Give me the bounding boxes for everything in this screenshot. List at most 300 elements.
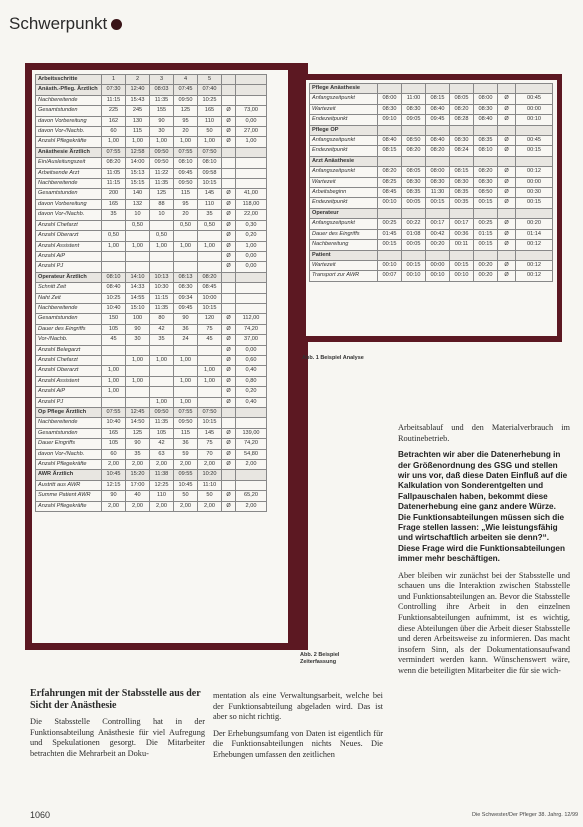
table-cell: 1,00 — [126, 376, 150, 386]
table-cell: Ø — [222, 116, 236, 126]
table-cell: 1,00 — [174, 137, 198, 147]
table-cell: 0,20 — [236, 387, 267, 397]
table-cell: 00:45 — [516, 136, 553, 146]
table-cell: 00:25 — [378, 219, 402, 229]
table-cell: 54,80 — [236, 449, 267, 459]
table-cell — [102, 262, 126, 272]
article-paragraph: Der Erhebungsumfang von Daten ist eigentlich für die Funktionsabteilungen nichts Neues. Die Erhebungen umfassen den zeitlichen — [213, 728, 383, 759]
table-cell: 2,00 — [150, 460, 174, 470]
table-cell: 09:50 — [150, 158, 174, 168]
table-cell: Ø — [498, 240, 516, 250]
table-cell — [378, 250, 402, 260]
table-cell: 00:17 — [450, 219, 474, 229]
table-cell: 0,40 — [236, 397, 267, 407]
table-cell — [236, 303, 267, 313]
table-cell: 10:15 — [198, 179, 222, 189]
table-row — [36, 449, 267, 459]
table-cell: 08:00 — [474, 94, 498, 104]
table-cell — [222, 95, 236, 105]
table-cell — [378, 208, 402, 218]
table-cell: 150 — [102, 314, 126, 324]
table-cell: 45 — [102, 335, 126, 345]
table-cell: 10 — [126, 210, 150, 220]
table-cell: 14:55 — [126, 293, 150, 303]
table-cell: 24 — [174, 335, 198, 345]
table-cell: 00:12 — [516, 271, 553, 281]
row-label: Anzahl AiP — [36, 251, 102, 261]
table-cell — [198, 345, 222, 355]
table-cell: Ø — [222, 199, 236, 209]
table-cell: 45 — [198, 335, 222, 345]
table-cell: 200 — [102, 189, 126, 199]
table-cell: 00:10 — [450, 271, 474, 281]
table-cell: 08:00 — [378, 94, 402, 104]
section-header — [9, 14, 122, 34]
table-cell: 1,00 — [126, 137, 150, 147]
table-row — [36, 272, 267, 282]
table-cell: Ø — [498, 188, 516, 198]
table-cell: 10:45 — [102, 470, 126, 480]
table-cell: 112,00 — [236, 314, 267, 324]
table-cell: 165 — [102, 428, 126, 438]
table-row — [310, 271, 553, 281]
table-cell: 12:25 — [150, 480, 174, 490]
table-cell — [450, 156, 474, 166]
table-cell: 07:30 — [102, 85, 126, 95]
table-cell: 115 — [174, 428, 198, 438]
table-cell: 00:15 — [516, 198, 553, 208]
table-cell: 08:00 — [426, 167, 450, 177]
table-cell: 08:10 — [102, 272, 126, 282]
table-cell — [236, 168, 267, 178]
table-cell: 125 — [174, 106, 198, 116]
row-label: Dauer des Eingriffs — [310, 229, 378, 239]
table-cell: 08:30 — [474, 177, 498, 187]
row-label: Op Pflege Ärztlich — [36, 408, 102, 418]
table-cell — [236, 470, 267, 480]
table-row — [36, 314, 267, 324]
table-cell: 10 — [150, 210, 174, 220]
article-col-left — [30, 688, 205, 765]
table-row — [310, 115, 553, 125]
table-cell: 00:20 — [474, 271, 498, 281]
table-cell: 1,00 — [150, 137, 174, 147]
table-cell: Ø — [498, 146, 516, 156]
row-label: Gesamtstunden — [36, 428, 102, 438]
table-cell: 00:00 — [426, 260, 450, 270]
table-cell: 1,00 — [102, 241, 126, 251]
table-cell: 01:08 — [402, 229, 426, 239]
table-cell — [222, 480, 236, 490]
table-row — [310, 136, 553, 146]
table-row — [36, 397, 267, 407]
table-cell: Ø — [222, 251, 236, 261]
table-cell: 08:35 — [450, 188, 474, 198]
analysis-table — [309, 83, 553, 282]
row-label: Gesamtstunden — [36, 106, 102, 116]
table-row — [310, 188, 553, 198]
article-paragraph: Arbeitsablauf und den Materialverbrauch im Routinebetrieb. — [398, 423, 570, 443]
row-label: Anzahl Pflegekräfte — [36, 460, 102, 470]
row-label: Nachbereitung — [310, 240, 378, 250]
table-cell: 11:10 — [198, 480, 222, 490]
table-cell: 00:11 — [450, 240, 474, 250]
table-cell: 1,00 — [150, 241, 174, 251]
table-cell: 0,20 — [236, 231, 267, 241]
table-cell — [236, 158, 267, 168]
table-cell: 0,00 — [236, 116, 267, 126]
table-cell: 1,00 — [174, 241, 198, 251]
row-label: Arbeitsschritte — [36, 75, 102, 85]
table-cell: 07:55 — [174, 408, 198, 418]
table-cell — [498, 156, 516, 166]
table-row — [36, 335, 267, 345]
table-row — [36, 501, 267, 511]
table-cell: Ø — [222, 460, 236, 470]
table-cell — [236, 293, 267, 303]
table-cell: 36 — [174, 324, 198, 334]
table-cell: 110 — [198, 116, 222, 126]
table-cell: 08:45 — [198, 283, 222, 293]
table-cell: 08:05 — [450, 94, 474, 104]
table-cell: 35 — [198, 210, 222, 220]
table-cell: 1,00 — [150, 355, 174, 365]
table-cell: 11:00 — [402, 94, 426, 104]
row-label: Anzahl Oberarzt — [36, 366, 102, 376]
table-cell: Ø — [222, 355, 236, 365]
table-cell — [450, 84, 474, 94]
table-cell: 50 — [198, 127, 222, 137]
table-cell: 90 — [126, 439, 150, 449]
row-label: Anfangszeitpunkt — [310, 136, 378, 146]
table-cell: 90 — [102, 491, 126, 501]
table-cell — [102, 345, 126, 355]
table-cell: 00:05 — [402, 240, 426, 250]
table-cell: 08:35 — [474, 136, 498, 146]
table-cell — [236, 95, 267, 105]
row-label: Anzahl PJ — [36, 262, 102, 272]
table-cell — [474, 250, 498, 260]
table-cell: 0,00 — [236, 251, 267, 261]
table-row — [36, 189, 267, 199]
table-row — [310, 208, 553, 218]
table-cell: 14:10 — [126, 272, 150, 282]
table-cell — [426, 125, 450, 135]
table-cell: 09:58 — [198, 168, 222, 178]
table-cell: 50 — [174, 491, 198, 501]
row-label: Summe Patient AWR — [36, 491, 102, 501]
row-label: Nachbereitende — [36, 418, 102, 428]
row-label: Arbeitsende Arzt — [36, 168, 102, 178]
table-cell: Ø — [222, 106, 236, 116]
row-label: Wartezeit — [310, 260, 378, 270]
row-label: Patient — [310, 250, 378, 260]
table-cell: 3 — [150, 75, 174, 85]
table-cell: 145 — [198, 189, 222, 199]
table-cell: 1,00 — [126, 241, 150, 251]
table-cell: 00:12 — [516, 260, 553, 270]
table-row — [36, 480, 267, 490]
table-cell — [150, 387, 174, 397]
table-cell: 10:40 — [102, 303, 126, 313]
table-cell: 1,00 — [102, 387, 126, 397]
table-row — [36, 355, 267, 365]
table-cell: 00:15 — [516, 146, 553, 156]
table-cell: 145 — [198, 428, 222, 438]
table-row — [36, 283, 267, 293]
table-row — [36, 127, 267, 137]
table-cell: 63 — [150, 449, 174, 459]
table-cell — [236, 480, 267, 490]
table-cell — [498, 250, 516, 260]
table-cell: 00:42 — [426, 229, 450, 239]
table-cell: 11:15 — [102, 179, 126, 189]
table-cell: 2,00 — [102, 501, 126, 511]
table-cell: 1,00 — [174, 376, 198, 386]
table-cell: 90 — [174, 314, 198, 324]
table-cell — [126, 345, 150, 355]
table-cell: 08:20 — [402, 146, 426, 156]
table-cell — [426, 84, 450, 94]
table-cell: 1,00 — [174, 355, 198, 365]
table-cell: 10:25 — [102, 293, 126, 303]
table-cell: Ø — [222, 324, 236, 334]
table-cell — [150, 251, 174, 261]
table-cell: 00:10 — [426, 271, 450, 281]
table-cell: 10:25 — [198, 95, 222, 105]
table-cell: 09:50 — [174, 418, 198, 428]
table-row — [36, 408, 267, 418]
table-cell: 0,50 — [150, 231, 174, 241]
row-label: Endezeitpunkt — [310, 115, 378, 125]
table-cell: 09:34 — [174, 293, 198, 303]
table-row — [36, 376, 267, 386]
table-cell — [498, 125, 516, 135]
table-cell: 08:50 — [474, 188, 498, 198]
article-heading: Erfahrungen mit der Stabsstelle aus der Sicht der Anästhesie — [30, 688, 201, 711]
table-cell: 00:12 — [516, 240, 553, 250]
table-cell — [236, 418, 267, 428]
table-cell — [198, 251, 222, 261]
table-cell: 1,00 — [174, 397, 198, 407]
table-cell: 00:30 — [516, 188, 553, 198]
table-row — [36, 439, 267, 449]
table-cell: 0,50 — [126, 220, 150, 230]
table-cell — [474, 84, 498, 94]
table-row — [36, 241, 267, 251]
table-cell — [474, 208, 498, 218]
table-cell — [402, 125, 426, 135]
table-cell: 41,00 — [236, 189, 267, 199]
table-cell — [174, 251, 198, 261]
table-cell: 14:33 — [126, 283, 150, 293]
table-cell: 11:30 — [426, 188, 450, 198]
table-cell: Ø — [222, 231, 236, 241]
table-cell: 2,00 — [174, 501, 198, 511]
row-label: Anzahl Chefarzt — [36, 220, 102, 230]
table-cell — [102, 397, 126, 407]
table-cell: Ø — [498, 136, 516, 146]
table-cell — [222, 168, 236, 178]
table-row — [36, 418, 267, 428]
table-row — [36, 366, 267, 376]
table-cell: Ø — [222, 220, 236, 230]
row-label: Gesamtstunden — [36, 314, 102, 324]
table-cell: 08:20 — [198, 272, 222, 282]
table-cell: 1,00 — [198, 241, 222, 251]
table-cell — [236, 272, 267, 282]
table-row — [310, 229, 553, 239]
table-cell: 1,00 — [126, 355, 150, 365]
table-cell: 00:22 — [402, 219, 426, 229]
table-cell — [102, 220, 126, 230]
table-cell: 12:15 — [102, 480, 126, 490]
table-cell: 07:55 — [102, 147, 126, 157]
table-cell: 08:35 — [402, 188, 426, 198]
table-row — [36, 199, 267, 209]
table-cell: 1 — [102, 75, 126, 85]
table-cell — [198, 387, 222, 397]
table-cell: Ø — [222, 387, 236, 397]
table-cell: 140 — [126, 189, 150, 199]
row-label: Endezeitpunkt — [310, 198, 378, 208]
table-cell: 08:20 — [474, 167, 498, 177]
row-label: Dauer des Eingriffs — [36, 324, 102, 334]
table-row — [36, 220, 267, 230]
table-cell: Ø — [498, 229, 516, 239]
table-cell: 00:25 — [474, 219, 498, 229]
table-row — [310, 94, 553, 104]
table-cell — [126, 387, 150, 397]
table-cell: 08:30 — [402, 104, 426, 114]
table-row — [36, 75, 267, 85]
table-cell — [150, 220, 174, 230]
table-cell: Ø — [498, 177, 516, 187]
article-paragraph: Aber bleiben wir zunächst bei der Stabsstelle und schauen uns die Interaktion zwischen Stabsstelle und Funktionsabteilungen an. Bevor die Stabsstelle Controlling ihre Arbeit in den einzelnen Funktionsabteilungen aufnimmt, ist es wichtig, diese Abteilungen über die Arbeit dieser Stabsstelle und deren Arbeitsweise zu informieren. Das macht insofern Sinn, als der Dokumentationsaufwand vermindert werden kann. Wünschenswert wäre, wenn die beteiligten Mitarbeiter die für sie wich- — [398, 570, 570, 675]
table-row — [310, 260, 553, 270]
table-cell — [174, 387, 198, 397]
table-row — [36, 491, 267, 501]
row-label: Anzahl Chefarzt — [36, 355, 102, 365]
table-cell: 00:10 — [516, 115, 553, 125]
row-label: Operateur — [310, 208, 378, 218]
table-cell: 95 — [174, 116, 198, 126]
table-cell: 08:40 — [474, 115, 498, 125]
table-cell: 11:35 — [150, 179, 174, 189]
table-row — [36, 210, 267, 220]
table-cell: Ø — [222, 210, 236, 220]
table-cell: 1,00 — [198, 366, 222, 376]
table-cell: 165 — [198, 106, 222, 116]
table-cell: Ø — [498, 198, 516, 208]
table-cell — [222, 147, 236, 157]
table-row — [310, 198, 553, 208]
table-cell — [102, 355, 126, 365]
table-cell: 110 — [198, 199, 222, 209]
table-cell: 11:15 — [102, 95, 126, 105]
table-cell — [126, 251, 150, 261]
table-cell — [378, 84, 402, 94]
table-cell: Ø — [222, 137, 236, 147]
table-cell: Ø — [498, 260, 516, 270]
table-cell: 00:10 — [402, 271, 426, 281]
table-cell: 08:20 — [102, 158, 126, 168]
table-cell: Ø — [498, 104, 516, 114]
table-cell: 09:45 — [174, 168, 198, 178]
article-highlight: Betrachten wir aber die Datenerhebung in der Größenordnung des GSG und stellen wir uns vor, daß diese Daten Einfluß auf die Kalkulation von Sonderentgelten und Fallpauschalen haben, bekommt diese Datenerhebung eine ganz andere Würze. Die Funktionsabteilungen müssen sich die Frage stellen lassen: „Wie leistungsfähig und wirtschaftlich arbeiten sie denn?“. Diese Frage wird die Funktionsabteilungen immer mehr beschäftigen. — [398, 450, 568, 564]
table-cell: 14:50 — [126, 418, 150, 428]
table-cell — [222, 85, 236, 95]
row-label: Endezeitpunkt — [310, 146, 378, 156]
table-cell: 1,00 — [102, 376, 126, 386]
article-col-middle — [213, 691, 383, 767]
table-cell: 00:10 — [378, 198, 402, 208]
row-label: Austritt aus AWR — [36, 480, 102, 490]
section-title: Schwerpunkt — [9, 14, 108, 33]
table-cell: 08:10 — [174, 158, 198, 168]
row-label: Nachbereitende — [36, 179, 102, 189]
table-cell: Ø — [498, 167, 516, 177]
table-cell: 1,00 — [102, 366, 126, 376]
table-cell — [236, 147, 267, 157]
row-label: Operateur Ärztlich — [36, 272, 102, 282]
table-cell — [222, 75, 236, 85]
table-row — [36, 106, 267, 116]
table-cell: 60 — [102, 127, 126, 137]
table-cell — [222, 283, 236, 293]
table-cell: 225 — [102, 106, 126, 116]
table-cell: 1,00 — [150, 397, 174, 407]
table-cell: 09:45 — [426, 115, 450, 125]
table-cell: Ø — [222, 345, 236, 355]
table-cell — [402, 84, 426, 94]
table-cell: 08:30 — [378, 104, 402, 114]
table-cell: 105 — [102, 324, 126, 334]
table-cell: 0,50 — [174, 220, 198, 230]
table-cell: Ø — [222, 491, 236, 501]
table-cell: 09:55 — [174, 470, 198, 480]
table-cell — [126, 366, 150, 376]
table-cell: 73,00 — [236, 106, 267, 116]
article-paragraph: Die Stabsstelle Controlling hat in der Funktionsabteilung Anästhesie für viel Aufregung und Spekulationen gesorgt. Die Mitarbeiter betrachten die Mehrarbeit an Doku- — [30, 717, 205, 758]
table-cell — [402, 156, 426, 166]
table-cell — [236, 408, 267, 418]
table-row — [36, 345, 267, 355]
table-cell: 75 — [198, 324, 222, 334]
table-cell: 00:15 — [474, 240, 498, 250]
table-cell: 07:50 — [198, 408, 222, 418]
row-label: Schnitt Zeit — [36, 283, 102, 293]
table-cell — [126, 231, 150, 241]
table-cell: 59 — [174, 449, 198, 459]
table-cell: 07:55 — [102, 408, 126, 418]
table-cell: 11:35 — [150, 303, 174, 313]
table-row — [36, 293, 267, 303]
table-row — [310, 219, 553, 229]
table-cell: 09:05 — [402, 115, 426, 125]
table-row — [36, 324, 267, 334]
table-row — [36, 158, 267, 168]
table-cell — [426, 250, 450, 260]
table-cell: 08:05 — [402, 167, 426, 177]
table-cell: 01:45 — [378, 229, 402, 239]
table-cell — [516, 125, 553, 135]
table-cell: 10:13 — [150, 272, 174, 282]
article-col-right — [398, 423, 570, 683]
table-cell — [498, 84, 516, 94]
table-cell: 11:35 — [150, 418, 174, 428]
row-label: Anfangszeitpunkt — [310, 219, 378, 229]
